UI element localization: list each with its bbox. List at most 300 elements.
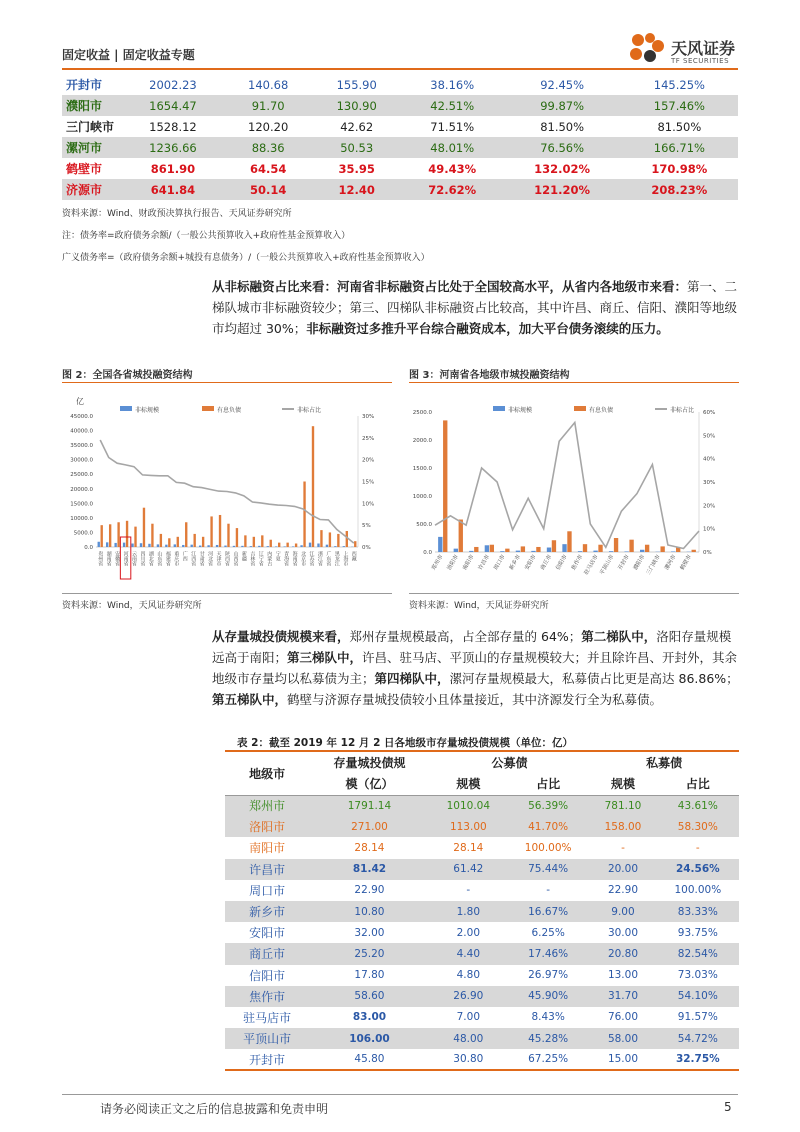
x-tick-label: 湖南省 xyxy=(105,551,112,566)
value-cell: 17.80 xyxy=(354,969,385,982)
bar-nonstandard xyxy=(199,546,201,547)
value-cell: 140.68 xyxy=(248,77,289,92)
city-cell: 周口市 xyxy=(249,883,286,898)
x-tick-label: 山西省 xyxy=(232,551,239,566)
city-cell: 许昌市 xyxy=(249,862,286,877)
para2-text-1: 郑州存量规模最高，占全部存量的 64%； xyxy=(349,629,582,644)
value-cell: 30.00 xyxy=(607,926,638,939)
x-tick-label: 驻马店市 xyxy=(583,554,600,577)
value-cell: 42.62 xyxy=(340,119,374,134)
bar-debt xyxy=(253,537,255,547)
bar-debt xyxy=(177,537,179,547)
y-tick-label: 0.0 xyxy=(84,545,93,551)
y2-tick-label: 60% xyxy=(703,410,716,416)
city-cell: 开封市 xyxy=(249,1052,286,1067)
x-tick-label: 安阳市 xyxy=(524,554,538,572)
value-cell: 91.70 xyxy=(251,98,285,113)
bar-nonstandard xyxy=(516,551,520,552)
table-row xyxy=(225,816,739,837)
x-tick-label: 洛阳市 xyxy=(446,554,461,572)
bar-nonstandard xyxy=(258,546,260,547)
city-cell: 洛阳市 xyxy=(249,820,286,835)
x-tick-label: 南阳市 xyxy=(462,554,476,572)
legend-label: 有息负债 xyxy=(589,407,614,414)
y-tick-label: 45000.0 xyxy=(70,414,93,420)
value-cell: 145.25% xyxy=(653,77,705,92)
bar-nonstandard xyxy=(140,543,142,547)
value-cell: 1236.66 xyxy=(149,140,197,155)
y2-tick-label: 0% xyxy=(703,550,712,556)
y2-tick-label: 0% xyxy=(362,545,371,551)
value-cell: 99.87% xyxy=(540,98,585,113)
table-row xyxy=(62,137,738,158)
value-cell: 71.51% xyxy=(430,119,475,134)
value-cell: 17.46% xyxy=(528,947,569,960)
value-cell: 25.20 xyxy=(354,947,385,960)
y-tick-label: 1000.0 xyxy=(412,494,432,500)
city-cell: 开封市 xyxy=(66,78,103,92)
y2-tick-label: 15% xyxy=(362,479,375,486)
city-cell: 信阳市 xyxy=(249,968,286,983)
bar-nonstandard xyxy=(469,551,473,552)
value-cell: 157.46% xyxy=(653,98,705,113)
bar-nonstandard xyxy=(98,542,100,547)
y-tick-label: 5000.0 xyxy=(73,530,93,537)
para2-text-5: 鹤壁与济源存量城投债较小且体量接近，其中济源发行全为私募债。 xyxy=(287,692,663,707)
value-cell: 9.00 xyxy=(611,905,635,918)
value-cell: - xyxy=(466,884,471,897)
y2-tick-label: 40% xyxy=(703,456,716,463)
value-cell: 28.14 xyxy=(354,841,385,854)
bar-nonstandard xyxy=(207,545,209,547)
bar-nonstandard xyxy=(267,546,269,547)
value-cell: 91.57% xyxy=(677,1011,718,1024)
y-tick-label: 25000.0 xyxy=(70,472,93,479)
y2-tick-label: 10% xyxy=(362,501,375,508)
x-tick-label: 三门峡市 xyxy=(645,554,662,577)
bar-nonstandard xyxy=(157,544,159,547)
legend-label: 有息负债 xyxy=(217,407,242,414)
value-cell: 54.72% xyxy=(677,1032,718,1045)
value-cell: 106.00 xyxy=(349,1032,390,1045)
value-cell: 56.39% xyxy=(528,799,569,812)
bar-debt xyxy=(567,531,571,552)
x-tick-label: 河北省 xyxy=(207,551,214,566)
bar-debt xyxy=(227,524,229,547)
bar-debt xyxy=(660,546,664,552)
value-cell: 22.90 xyxy=(354,884,385,897)
value-cell: 113.00 xyxy=(449,820,487,833)
para2-text-2: 洛阳存量规模远高于南阳； xyxy=(212,629,732,665)
value-cell: 61.42 xyxy=(453,863,484,876)
value-cell: 45.90% xyxy=(528,990,569,1003)
x-tick-label: 开封市 xyxy=(617,554,631,572)
bar-debt xyxy=(278,543,280,547)
para2-text-4: 漯河存量规模最大，私募债占比更是高达 86.86%； xyxy=(449,671,739,686)
value-cell: 64.54 xyxy=(249,161,287,176)
value-cell: 7.00 xyxy=(456,1011,481,1024)
y2-tick-label: 25% xyxy=(362,435,375,442)
bar-nonstandard xyxy=(640,550,644,552)
note-broad-debt-ratio: 广义债务率=（政府债务余额+城投有息债务）/（一般公共预算收入+政府性基金预算收入） xyxy=(62,253,430,263)
table-row xyxy=(62,179,738,200)
debt-ratio-table xyxy=(62,74,738,200)
th-public-ratio: 占比 xyxy=(536,777,561,792)
y2-tick-label: 20% xyxy=(362,457,375,464)
y-tick-label: 2000.0 xyxy=(412,438,432,444)
value-cell: 2002.23 xyxy=(149,77,197,92)
bar-nonstandard xyxy=(275,546,277,547)
bar-debt xyxy=(134,527,136,547)
fig2-title-line xyxy=(62,382,392,383)
value-cell: 10.80 xyxy=(354,905,385,918)
city-cell: 鹤壁市 xyxy=(66,162,103,176)
value-cell: 67.25% xyxy=(528,1053,569,1066)
bar-nonstandard xyxy=(182,545,184,547)
legend-label: 非标占比 xyxy=(297,407,322,414)
value-cell: 28.14 xyxy=(453,841,484,854)
bar-nonstandard xyxy=(562,544,566,552)
city-cell: 安阳市 xyxy=(249,926,286,941)
value-cell: 781.10 xyxy=(604,799,642,812)
x-tick-label: 新乡市 xyxy=(508,554,523,572)
value-cell: 45.28% xyxy=(528,1032,569,1045)
value-cell: 1528.12 xyxy=(149,119,197,134)
bar-nonstandard xyxy=(593,551,597,552)
x-tick-label: 四川省 xyxy=(139,551,146,566)
y-tick-label: 10000.0 xyxy=(70,515,93,522)
fig2-bottom-line xyxy=(62,593,392,594)
bar-debt xyxy=(295,544,297,547)
value-cell: 93.75% xyxy=(677,926,718,939)
value-cell: 32.75% xyxy=(675,1053,720,1066)
value-cell: 30.80 xyxy=(453,1053,484,1066)
x-tick-label: 周口市 xyxy=(493,554,507,572)
x-tick-label: 天津市 xyxy=(215,551,222,566)
bar-debt xyxy=(598,545,602,552)
table-row xyxy=(225,986,739,1007)
fig3-title-line xyxy=(409,382,739,383)
bar-debt xyxy=(312,426,314,547)
th-private-ratio: 占比 xyxy=(685,777,710,792)
value-cell: 12.40 xyxy=(338,182,375,197)
bar-debt xyxy=(151,524,153,547)
bar-debt xyxy=(536,547,540,552)
value-cell: 8.43% xyxy=(531,1011,565,1024)
bar-nonstandard xyxy=(438,537,442,552)
fig3-title: 图 3：河南省各地级市城投融资结构 xyxy=(409,370,570,381)
bar-nonstandard xyxy=(454,549,458,552)
bar-nonstandard xyxy=(216,545,218,547)
para1-text-1: 第一、二梯队城市非标融资较少；第三、四梯队非标融资占比较高，其中许昌、商丘、信阳、濮阳等地级市均超过 30%； xyxy=(212,279,738,336)
value-cell: 48.01% xyxy=(430,140,475,155)
line-nonstandard-ratio xyxy=(435,423,699,549)
bar-debt xyxy=(210,516,212,547)
legend-swatch xyxy=(574,406,586,411)
brand-cn: 天风证券 xyxy=(671,39,736,58)
x-tick-label: 广东省 xyxy=(325,551,332,566)
value-cell: 121.20% xyxy=(534,182,591,197)
y-tick-label: 0.0 xyxy=(423,550,432,556)
paragraph-nonstandard xyxy=(212,276,740,339)
y-axis-label: 亿 xyxy=(76,397,84,406)
bar-nonstandard xyxy=(241,546,243,547)
x-tick-label: 云南省 xyxy=(131,551,138,566)
y2-tick-label: 10% xyxy=(703,526,716,533)
fig2-title: 图 2：全国各省城投融资结构 xyxy=(62,370,193,381)
value-cell: 73.03% xyxy=(677,969,718,982)
value-cell: 155.90 xyxy=(336,77,377,92)
x-tick-label: 安徽省 xyxy=(114,551,121,566)
para2-bold-2: 第二梯队中， xyxy=(581,629,657,644)
value-cell: 75.44% xyxy=(528,863,569,876)
th-private: 私募债 xyxy=(646,756,683,770)
y-tick-label: 15000.0 xyxy=(70,501,93,508)
value-cell: 42.51% xyxy=(430,98,475,113)
value-cell: - xyxy=(621,841,625,854)
para2-text-3: 许昌、驻马店、平顶山的存量规模较大；并且除许昌、开封外，其余地级市存量均以私募债为主； xyxy=(212,650,738,686)
bar-debt xyxy=(244,535,246,547)
bar-debt xyxy=(474,547,478,552)
x-tick-label: 平顶山市 xyxy=(599,554,616,577)
bar-nonstandard xyxy=(224,546,226,547)
value-cell: 26.97% xyxy=(528,969,569,982)
value-cell: 58.30% xyxy=(677,820,718,833)
city-cell: 郑州市 xyxy=(249,799,286,814)
bar-nonstandard xyxy=(123,543,125,547)
y-tick-label: 30000.0 xyxy=(70,457,93,464)
bar-debt xyxy=(109,524,111,547)
bar-debt xyxy=(236,528,238,547)
x-tick-label: 浙江省 xyxy=(316,551,323,566)
value-cell: 16.67% xyxy=(528,905,569,918)
value-cell: 58.60 xyxy=(354,990,385,1003)
bar-debt xyxy=(329,532,331,547)
bar-debt xyxy=(185,522,187,547)
bar-nonstandard xyxy=(283,546,285,547)
table-row xyxy=(62,95,738,116)
value-cell: - xyxy=(546,884,551,897)
para2-bold-3: 第三梯队中， xyxy=(287,650,363,665)
x-tick-label: 西藏 xyxy=(350,551,357,561)
table-row xyxy=(62,74,738,95)
para2-bold-1: 从存量城投债规模来看， xyxy=(212,629,350,644)
x-tick-label: 海南省 xyxy=(291,551,298,566)
value-cell: 1791.14 xyxy=(347,799,392,812)
bar-debt xyxy=(160,534,162,547)
x-tick-label: 新疆 xyxy=(240,551,247,561)
x-tick-label: 上海市 xyxy=(342,551,349,566)
table2-title: 表 2：截至 2019 年 12 月 2 日各地级市存量城投债规模（单位：亿） xyxy=(237,737,574,749)
x-tick-label: 焦作市 xyxy=(570,554,585,572)
th-stock-a: 存量城投债规 xyxy=(333,756,406,770)
header-divider xyxy=(62,68,738,70)
bar-nonstandard xyxy=(250,546,252,547)
bar-debt xyxy=(193,534,195,547)
x-tick-label: 吉林省 xyxy=(249,551,256,566)
bar-nonstandard xyxy=(624,551,628,552)
table-row xyxy=(225,1028,739,1049)
bar-debt xyxy=(168,538,170,547)
value-cell: 271.00 xyxy=(351,820,388,833)
value-cell: 2.00 xyxy=(456,926,481,939)
x-tick-label: 鹤壁市 xyxy=(679,554,693,572)
value-cell: 83.00 xyxy=(352,1011,387,1024)
bar-debt xyxy=(521,546,525,552)
bar-nonstandard xyxy=(485,545,489,552)
value-cell: 76.00 xyxy=(607,1011,638,1024)
table-row xyxy=(225,1007,739,1028)
value-cell: 54.10% xyxy=(677,990,718,1003)
bar-nonstandard xyxy=(531,551,535,552)
bar-debt xyxy=(490,545,494,552)
table-row xyxy=(225,795,739,816)
bar-nonstandard xyxy=(547,548,551,552)
table-row xyxy=(225,837,739,858)
value-cell: 130.90 xyxy=(336,98,377,113)
th-stock-b: 模（亿） xyxy=(345,777,394,792)
x-tick-label: 内蒙古 xyxy=(266,551,273,566)
bar-nonstandard xyxy=(114,543,116,547)
table-row xyxy=(225,943,739,964)
table-row xyxy=(225,880,739,901)
value-cell: 48.00 xyxy=(453,1032,484,1045)
bar-debt xyxy=(337,534,339,547)
legend-label: 非标占比 xyxy=(670,407,695,414)
value-cell: 45.80 xyxy=(354,1053,385,1066)
city-cell: 驻马店市 xyxy=(243,1010,292,1025)
bar-nonstandard xyxy=(233,546,235,547)
value-cell: 1010.04 xyxy=(446,799,491,812)
x-tick-label: 陕西省 xyxy=(224,551,230,566)
value-cell: 32.00 xyxy=(354,926,385,939)
legend-swatch xyxy=(202,406,214,411)
value-cell: 170.98% xyxy=(651,161,708,176)
value-cell: 31.70 xyxy=(607,990,638,1003)
city-cell: 商丘市 xyxy=(249,947,286,962)
value-cell: 208.23% xyxy=(651,182,708,197)
x-tick-label: 湖北省 xyxy=(147,551,154,566)
value-cell: 6.25% xyxy=(531,926,565,939)
table-row xyxy=(225,922,739,943)
y-tick-label: 500.0 xyxy=(416,522,432,528)
source-note: 资料来源：Wind、财政预决算执行报告、天风证券研究所 xyxy=(62,209,292,219)
value-cell: 83.33% xyxy=(677,905,718,918)
value-cell: 72.62% xyxy=(428,182,477,197)
x-tick-label: 黑龙江 xyxy=(333,551,340,566)
bar-debt xyxy=(552,540,556,552)
city-cell: 新乡市 xyxy=(249,905,286,920)
table-row xyxy=(225,901,739,922)
fig3-chart xyxy=(409,390,739,590)
brand-en: TF SECURITIES xyxy=(671,57,730,65)
th-public: 公募债 xyxy=(491,756,528,770)
city-cell: 三门峡市 xyxy=(66,120,115,134)
value-cell: 41.70% xyxy=(528,820,569,833)
value-cell: 15.00 xyxy=(607,1053,638,1066)
fig2-source: 资料来源：Wind，天风证券研究所 xyxy=(62,601,202,611)
city-cell: 漯河市 xyxy=(66,141,103,155)
x-tick-label: 山东省 xyxy=(156,551,163,566)
value-cell: 861.90 xyxy=(150,161,196,176)
value-cell: 81.42 xyxy=(352,863,387,876)
x-tick-label: 贵州省 xyxy=(97,551,104,566)
bar-nonstandard xyxy=(343,546,345,547)
value-cell: 81.50% xyxy=(540,119,585,134)
value-cell: 166.71% xyxy=(653,140,705,155)
x-tick-label: 广西 xyxy=(181,551,188,561)
y-tick-label: 2500.0 xyxy=(412,410,432,416)
th-public-scale: 规模 xyxy=(456,777,481,792)
city-cell: 南阳市 xyxy=(249,841,286,856)
bar-debt xyxy=(583,544,587,552)
para1-bold-1: 从非标融资占比来看：河南省非标融资占比处于全国较高水平，从省内各地级市来看： xyxy=(212,279,688,294)
bar-nonstandard xyxy=(500,551,504,552)
bar-debt xyxy=(629,540,633,552)
bar-debt xyxy=(219,515,221,547)
bar-debt xyxy=(286,543,288,547)
x-tick-label: 宁夏 xyxy=(274,551,281,561)
value-cell: 43.61% xyxy=(677,799,718,812)
legend-swatch xyxy=(493,406,505,411)
y2-tick-label: 50% xyxy=(703,433,716,440)
bar-nonstandard xyxy=(191,545,193,547)
paragraph-stock-scale xyxy=(212,626,740,710)
x-tick-label: 濮阳市 xyxy=(632,554,647,572)
value-cell: 120.20 xyxy=(248,119,289,134)
table-row xyxy=(225,965,739,986)
value-cell: 76.56% xyxy=(540,140,585,155)
x-tick-label: 河南省 xyxy=(122,551,129,566)
bar-nonstandard xyxy=(148,544,150,547)
value-cell: 13.00 xyxy=(607,969,638,982)
city-cell: 济源市 xyxy=(66,183,103,197)
footer-divider xyxy=(62,1094,738,1095)
y-tick-label: 35000.0 xyxy=(70,443,93,450)
value-cell: 22.90 xyxy=(607,884,638,897)
value-cell: 38.16% xyxy=(430,77,475,92)
para1-bold-2: 非标融资过多推升平台综合融资成本，加大平台债务滚续的压力。 xyxy=(306,321,669,336)
header-section: 固定收益 | 固定收益专题 xyxy=(62,48,195,62)
value-cell: 58.00 xyxy=(607,1032,638,1045)
legend-label: 非标规模 xyxy=(135,407,160,414)
fig2-chart xyxy=(62,390,392,590)
y2-tick-label: 30% xyxy=(703,480,716,486)
value-cell: 132.02% xyxy=(534,161,591,176)
bar-debt xyxy=(303,482,305,548)
bar-debt xyxy=(459,520,463,552)
bar-nonstandard xyxy=(334,546,336,547)
legend-label: 非标规模 xyxy=(508,407,533,414)
x-tick-label: 青海省 xyxy=(283,551,290,566)
bar-debt xyxy=(143,508,145,547)
value-cell: 81.50% xyxy=(657,119,702,134)
bar-nonstandard xyxy=(174,544,176,547)
bar-nonstandard xyxy=(165,545,167,547)
table-row xyxy=(62,158,738,179)
x-tick-label: 信阳市 xyxy=(555,554,569,572)
bar-debt xyxy=(645,545,649,552)
bar-nonstandard xyxy=(671,551,675,552)
value-cell: 82.54% xyxy=(677,947,718,960)
bar-debt xyxy=(443,420,447,552)
x-tick-label: 江苏省 xyxy=(308,551,315,566)
value-cell: 26.90 xyxy=(453,990,484,1003)
bar-debt xyxy=(101,525,103,547)
line-nonstandard-ratio xyxy=(100,440,354,543)
value-cell: 4.80 xyxy=(456,969,481,982)
x-tick-label: 福建省 xyxy=(164,551,171,566)
